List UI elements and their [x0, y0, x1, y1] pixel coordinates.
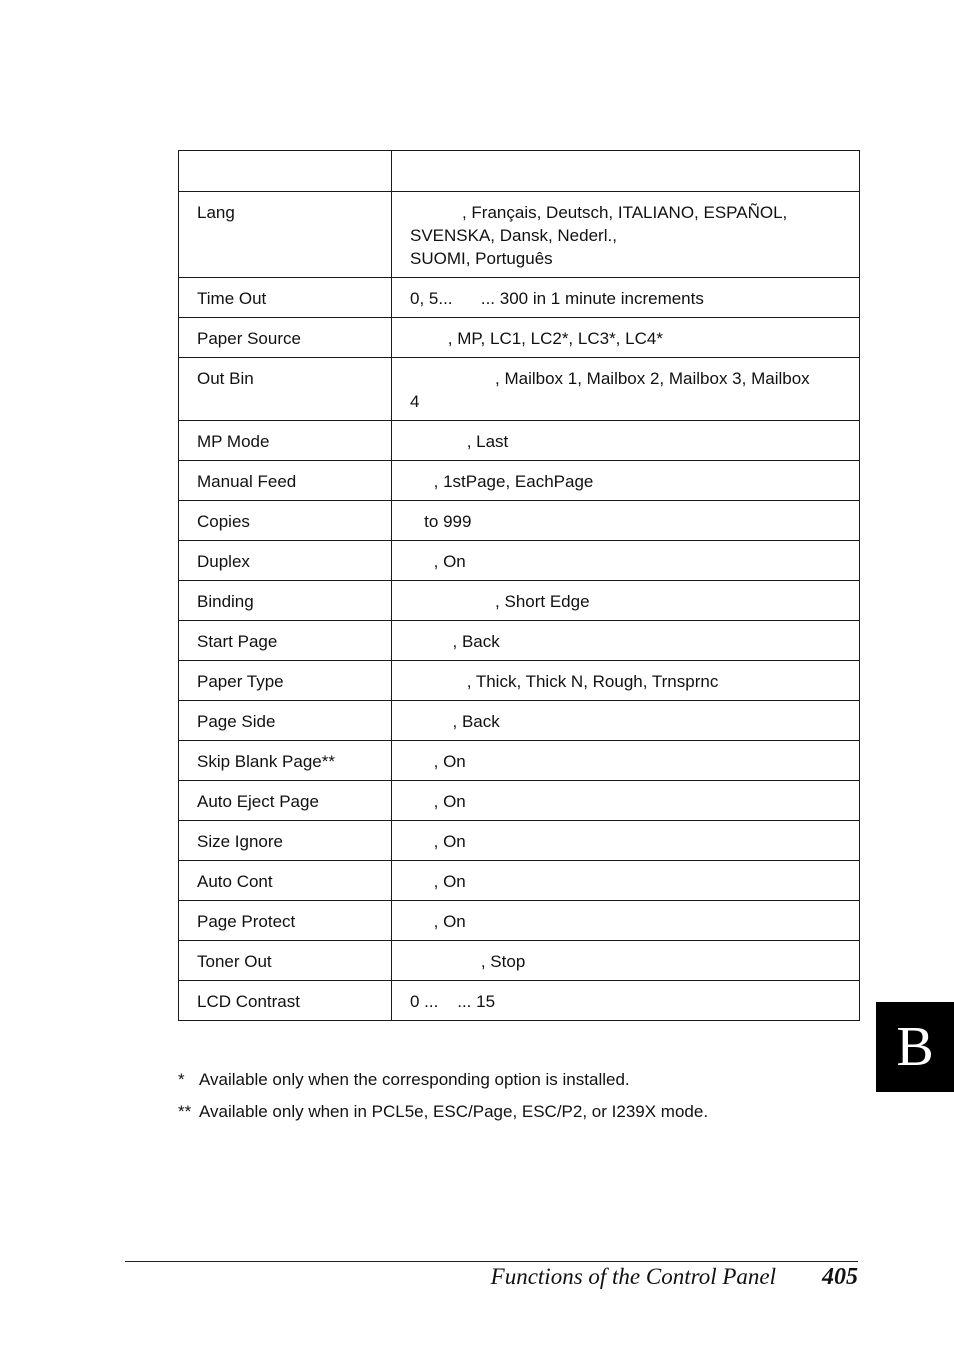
setting-name: Time Out [179, 278, 392, 318]
setting-name: Copies [179, 501, 392, 541]
footnote-text: Available only when the corresponding option is installed. [199, 1070, 630, 1089]
table-row [179, 192, 860, 278]
table-row [179, 421, 860, 461]
setting-values: , Back [392, 621, 860, 661]
table-row [179, 358, 860, 421]
table-row [179, 741, 860, 781]
setting-values: , On [392, 741, 860, 781]
setting-values: 0 ... ... 15 [392, 981, 860, 1021]
setting-values: , 1stPage, EachPage [392, 461, 860, 501]
setting-name: Page Side [179, 701, 392, 741]
setting-values: , On [392, 821, 860, 861]
setting-values: to 999 [392, 501, 860, 541]
footnote-mark: ** [178, 1102, 192, 1121]
section-tab: B [876, 1002, 954, 1092]
table-row [179, 701, 860, 741]
setting-values: , Thick, Thick N, Rough, Trnsprnc [392, 661, 860, 701]
table-header-row [179, 151, 860, 192]
setting-name: Skip Blank Page** [179, 741, 392, 781]
setting-values: , Last [392, 421, 860, 461]
table-row [179, 621, 860, 661]
setting-name: Size Ignore [179, 821, 392, 861]
table-row [179, 941, 860, 981]
footer-rule [125, 1261, 858, 1262]
setting-name: Manual Feed [179, 461, 392, 501]
setting-name: Duplex [179, 541, 392, 581]
table-row [179, 581, 860, 621]
footnote-text: Available only when in PCL5e, ESC/Page, ESC/P2, or I239X mode. [199, 1102, 709, 1121]
setting-name: Paper Type [179, 661, 392, 701]
setting-values: , On [392, 901, 860, 941]
setting-values: , MP, LC1, LC2*, LC3*, LC4* [392, 318, 860, 358]
page-footer [491, 1264, 858, 1291]
table-row [179, 781, 860, 821]
header-cell-settings [392, 151, 860, 192]
setting-values: , Back [392, 701, 860, 741]
table-row [179, 821, 860, 861]
table-row [179, 661, 860, 701]
footer-title: Functions of the Control Panel [490, 1264, 776, 1289]
table-row [179, 461, 860, 501]
setting-values: , On [392, 861, 860, 901]
setting-name: Toner Out [179, 941, 392, 981]
header-cell-item [179, 151, 392, 192]
setting-name: Page Protect [179, 901, 392, 941]
setting-values: , Mailbox 1, Mailbox 2, Mailbox 3, Mailbox 4 [392, 358, 860, 421]
settings-table [178, 150, 860, 1021]
footnotes [178, 1064, 708, 1128]
setting-name: Out Bin [179, 358, 392, 421]
footnote-1 [178, 1064, 708, 1096]
table-row [179, 318, 860, 358]
setting-values: , Short Edge [392, 581, 860, 621]
setting-values: , Français, Deutsch, ITALIANO, ESPAÑOL, SVENSKA, Dansk, Nederl., SUOMI, Português [392, 192, 860, 278]
setting-name: LCD Contrast [179, 981, 392, 1021]
setting-name: MP Mode [179, 421, 392, 461]
footnote-mark: * [178, 1070, 185, 1089]
table-row [179, 861, 860, 901]
table-row [179, 541, 860, 581]
setting-values: , On [392, 781, 860, 821]
table-row [179, 981, 860, 1021]
setting-values: , Stop [392, 941, 860, 981]
setting-name: Auto Cont [179, 861, 392, 901]
setting-name: Paper Source [179, 318, 392, 358]
setting-name: Lang [179, 192, 392, 278]
setting-name: Binding [179, 581, 392, 621]
footnote-2 [178, 1096, 708, 1128]
setting-name: Auto Eject Page [179, 781, 392, 821]
setting-values: 0, 5... ... 300 in 1 minute increments [392, 278, 860, 318]
table-row [179, 278, 860, 318]
setting-name: Start Page [179, 621, 392, 661]
table-row [179, 501, 860, 541]
page-number: 405 [822, 1264, 858, 1290]
setting-values: , On [392, 541, 860, 581]
table-row [179, 901, 860, 941]
